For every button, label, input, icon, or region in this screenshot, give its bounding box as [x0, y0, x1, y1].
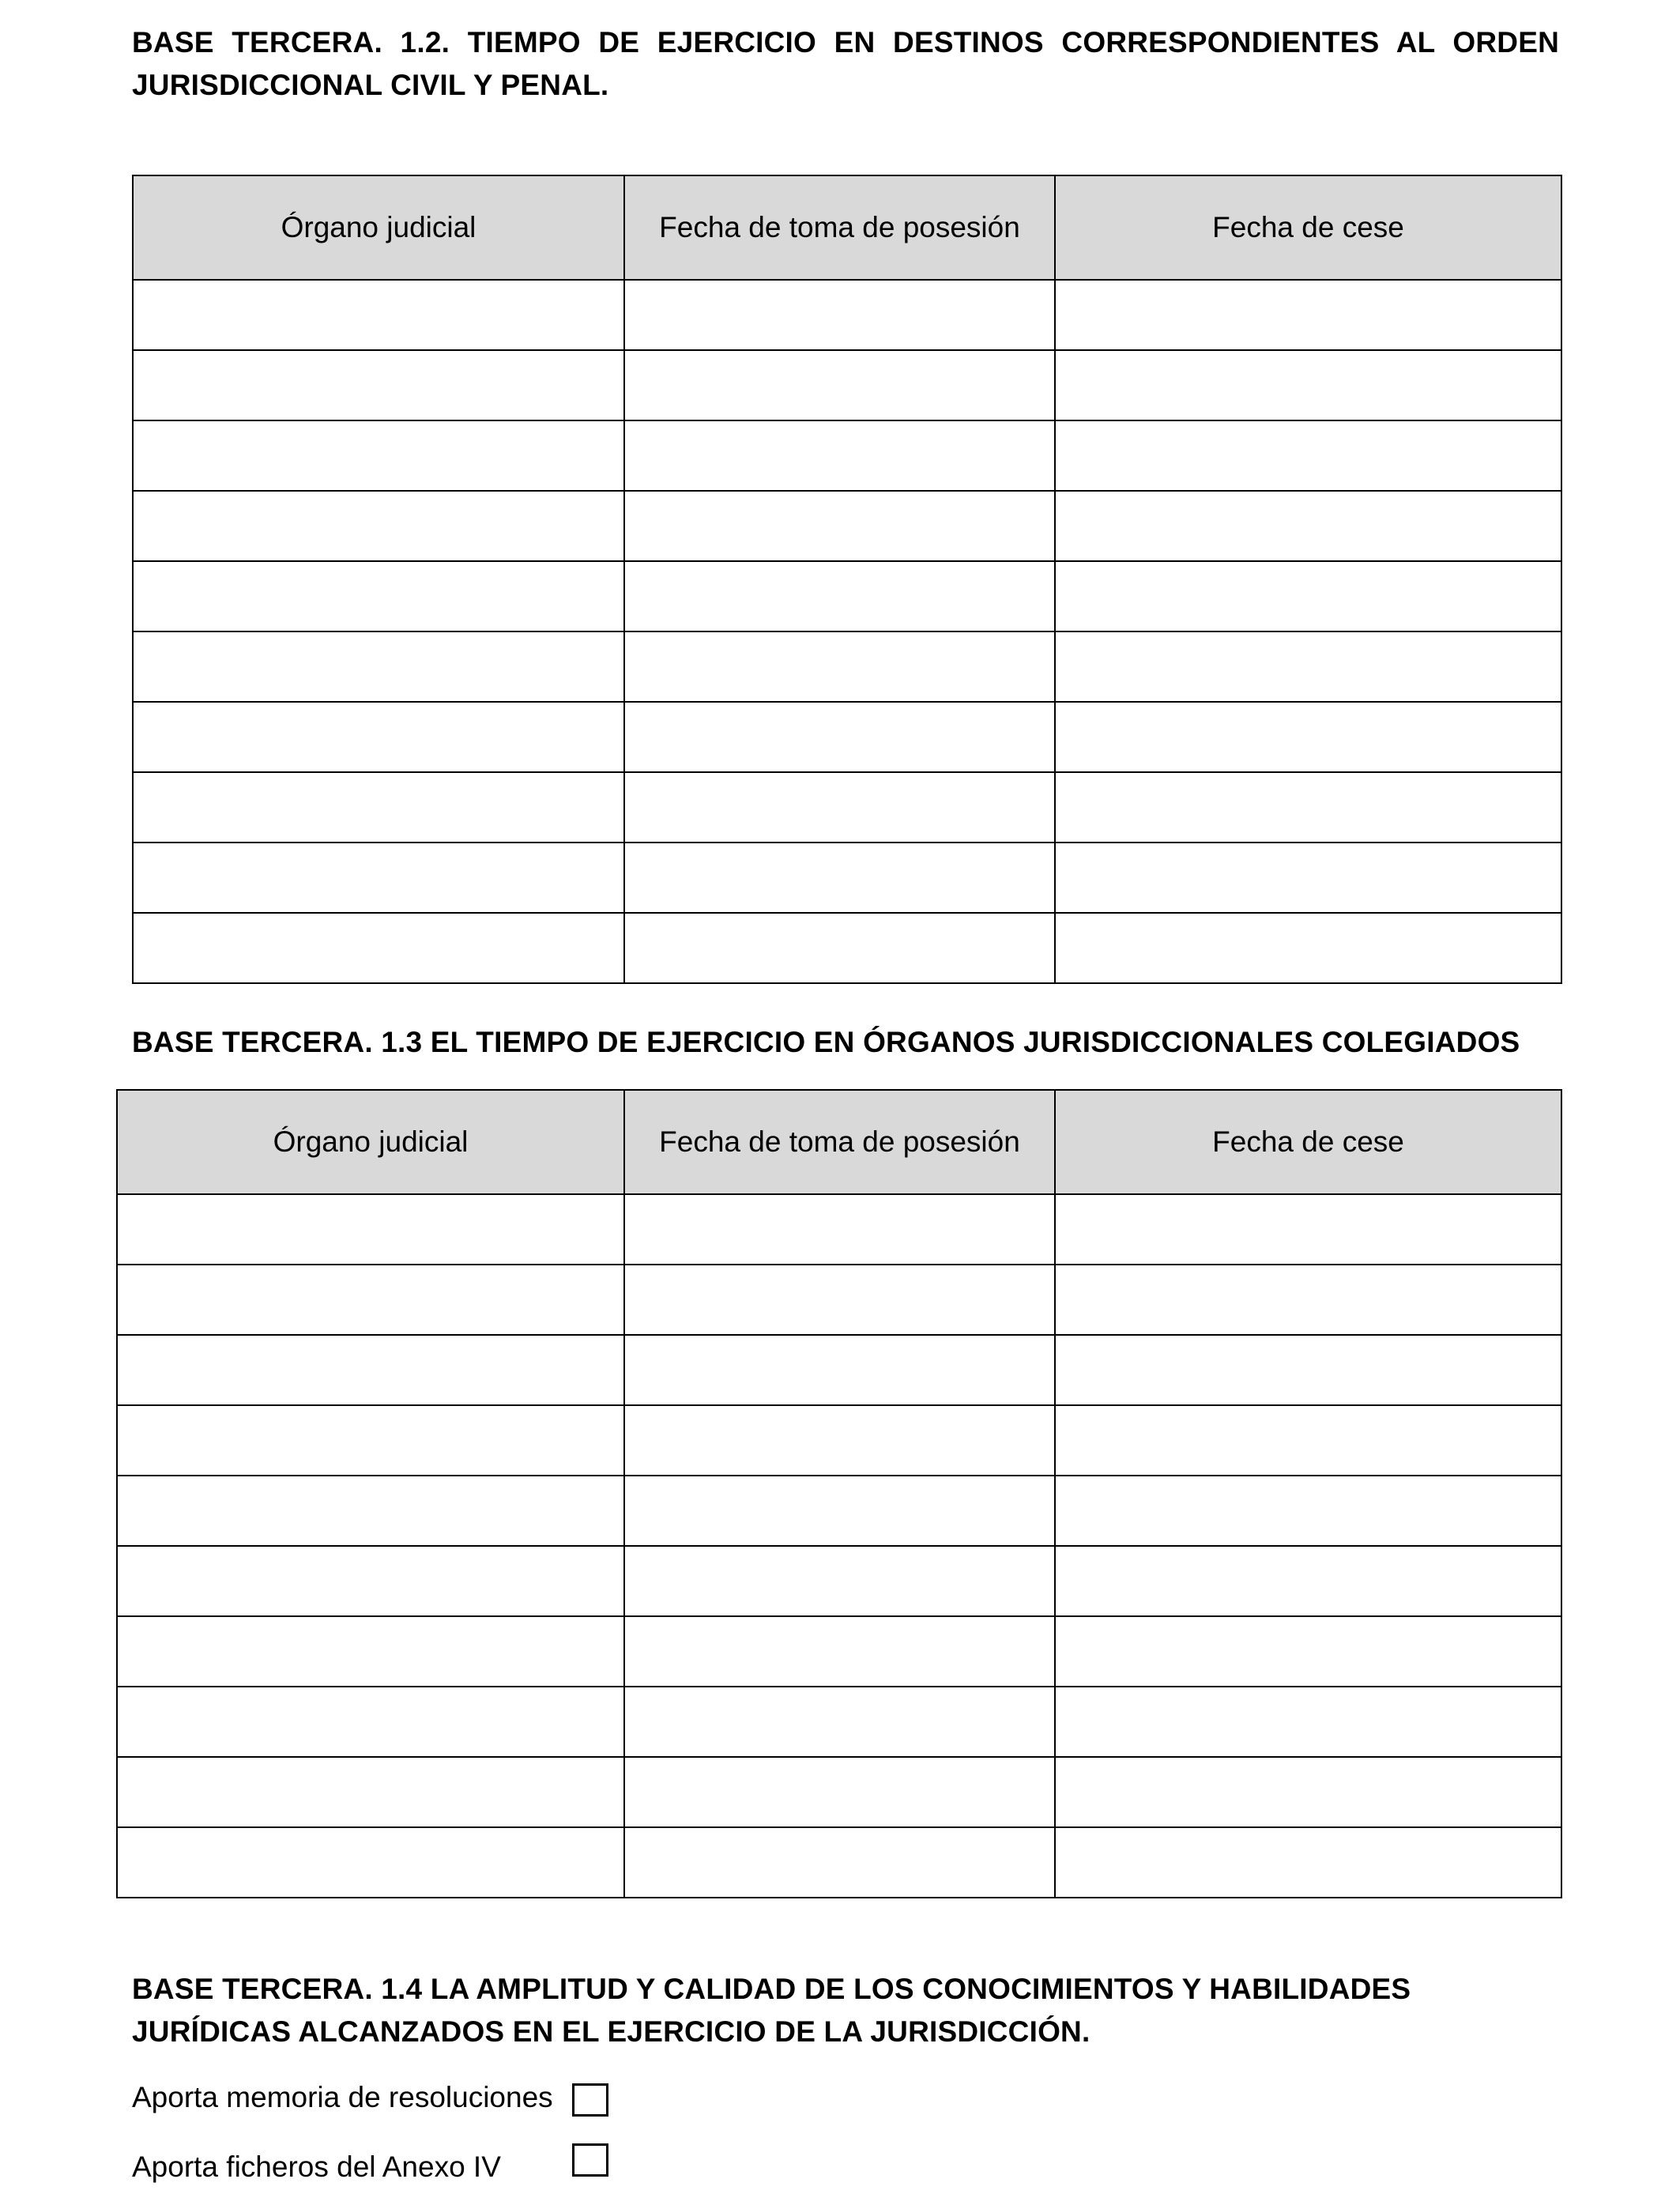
table-row: [117, 1476, 1561, 1546]
fecha-cese-cell[interactable]: [1055, 1476, 1561, 1546]
table-row: [117, 1827, 1561, 1898]
organo-cell[interactable]: [117, 1405, 624, 1476]
fecha-cese-cell[interactable]: [1055, 1265, 1561, 1335]
organo-cell[interactable]: [117, 1265, 624, 1335]
section-1-2-heading: BASE TERCERA. 1.2. TIEMPO DE EJERCICIO EN DESTINOS CORRESPONDIENTES AL ORDEN JURISDICCIONAL CIVIL Y PENAL.: [132, 26, 1559, 101]
fecha-cese-cell[interactable]: [1055, 491, 1561, 561]
organo-cell[interactable]: [117, 1194, 624, 1265]
fecha-toma-cell[interactable]: [624, 772, 1055, 843]
table-row: [117, 1757, 1561, 1827]
fecha-cese-cell[interactable]: [1055, 561, 1561, 631]
fecha-toma-cell[interactable]: [624, 1476, 1055, 1546]
memoria-resoluciones-checkbox[interactable]: [572, 2083, 608, 2117]
table-header-row: [133, 175, 1561, 280]
fecha-toma-cell[interactable]: [624, 1405, 1055, 1476]
column-header-fecha-toma: Fecha de toma de posesión: [624, 175, 1055, 280]
fecha-cese-cell[interactable]: [1055, 280, 1561, 350]
fecha-toma-cell[interactable]: [624, 1687, 1055, 1757]
destinos-civil-penal-table: [132, 175, 1562, 984]
organo-cell[interactable]: [117, 1687, 624, 1757]
fecha-toma-cell[interactable]: [624, 1335, 1055, 1405]
section-1-4-heading: BASE TERCERA. 1.4 LA AMPLITUD Y CALIDAD DE LOS CONOCIMIENTOS Y HABILIDADES JURÍDICAS ALCANZADOS EN EL EJERCICIO DE LA JURISDICCIÓN.: [132, 1973, 1411, 2048]
table-row: [133, 561, 1561, 631]
organo-cell[interactable]: [133, 631, 624, 702]
organo-cell[interactable]: [133, 280, 624, 350]
fecha-cese-cell[interactable]: [1055, 702, 1561, 772]
organo-cell[interactable]: [133, 772, 624, 843]
fecha-toma-cell[interactable]: [624, 420, 1055, 491]
fecha-toma-cell[interactable]: [624, 280, 1055, 350]
fecha-cese-cell[interactable]: [1055, 631, 1561, 702]
memoria-resoluciones-label: Aporta memoria de resoluciones: [132, 2081, 553, 2113]
fecha-cese-cell[interactable]: [1055, 1546, 1561, 1616]
table-row: [133, 420, 1561, 491]
fecha-cese-cell[interactable]: [1055, 1194, 1561, 1265]
organo-cell[interactable]: [133, 702, 624, 772]
fecha-cese-cell[interactable]: [1055, 420, 1561, 491]
column-header-fecha-toma: Fecha de toma de posesión: [624, 1090, 1055, 1194]
fecha-toma-cell[interactable]: [624, 913, 1055, 983]
organo-cell[interactable]: [117, 1546, 624, 1616]
organo-cell[interactable]: [133, 913, 624, 983]
fecha-toma-cell[interactable]: [624, 843, 1055, 913]
organo-cell[interactable]: [117, 1335, 624, 1405]
table-row: [133, 280, 1561, 350]
fecha-toma-cell[interactable]: [624, 702, 1055, 772]
fecha-toma-cell[interactable]: [624, 1265, 1055, 1335]
organo-cell[interactable]: [117, 1827, 624, 1898]
section-1-3-heading: BASE TERCERA. 1.3 EL TIEMPO DE EJERCICIO EN ÓRGANOS JURISDICCIONALES COLEGIADOS: [132, 1026, 1520, 1058]
fecha-toma-cell[interactable]: [624, 1757, 1055, 1827]
table-row: [117, 1687, 1561, 1757]
fecha-cese-cell[interactable]: [1055, 1687, 1561, 1757]
table-row: [117, 1616, 1561, 1687]
column-header-fecha-cese: Fecha de cese: [1055, 1090, 1561, 1194]
fecha-toma-cell[interactable]: [624, 1194, 1055, 1265]
organo-cell[interactable]: [117, 1476, 624, 1546]
table-row: [133, 913, 1561, 983]
column-header-fecha-cese: Fecha de cese: [1055, 175, 1561, 280]
table-row: [133, 631, 1561, 702]
column-header-organo: Órgano judicial: [117, 1090, 624, 1194]
organo-cell[interactable]: [133, 420, 624, 491]
table-row: [133, 772, 1561, 843]
table-row: [117, 1546, 1561, 1616]
fecha-cese-cell[interactable]: [1055, 1335, 1561, 1405]
fecha-cese-cell[interactable]: [1055, 1405, 1561, 1476]
table-row: [133, 843, 1561, 913]
table-row: [133, 491, 1561, 561]
fecha-toma-cell[interactable]: [624, 631, 1055, 702]
ficheros-anexo-iv-checkbox[interactable]: [572, 2143, 608, 2177]
organo-cell[interactable]: [133, 843, 624, 913]
fecha-cese-cell[interactable]: [1055, 1827, 1561, 1898]
table-row: [117, 1405, 1561, 1476]
table-header-row: [117, 1090, 1561, 1194]
table-row: [117, 1265, 1561, 1335]
column-header-organo: Órgano judicial: [133, 175, 624, 280]
fecha-cese-cell[interactable]: [1055, 1757, 1561, 1827]
organo-cell[interactable]: [117, 1757, 624, 1827]
fecha-cese-cell[interactable]: [1055, 843, 1561, 913]
organo-cell[interactable]: [133, 350, 624, 420]
fecha-cese-cell[interactable]: [1055, 1616, 1561, 1687]
organos-colegiados-table: [116, 1089, 1562, 1898]
fecha-toma-cell[interactable]: [624, 350, 1055, 420]
fecha-toma-cell[interactable]: [624, 1546, 1055, 1616]
table-row: [133, 350, 1561, 420]
organo-cell[interactable]: [117, 1616, 624, 1687]
ficheros-anexo-iv-label: Aporta ficheros del Anexo IV: [132, 2151, 501, 2183]
organo-cell[interactable]: [133, 491, 624, 561]
fecha-toma-cell[interactable]: [624, 491, 1055, 561]
fecha-cese-cell[interactable]: [1055, 913, 1561, 983]
table-row: [117, 1335, 1561, 1405]
fecha-toma-cell[interactable]: [624, 1827, 1055, 1898]
fecha-cese-cell[interactable]: [1055, 772, 1561, 843]
organo-cell[interactable]: [133, 561, 624, 631]
table-row: [117, 1194, 1561, 1265]
table-row: [133, 702, 1561, 772]
fecha-toma-cell[interactable]: [624, 561, 1055, 631]
fecha-cese-cell[interactable]: [1055, 350, 1561, 420]
fecha-toma-cell[interactable]: [624, 1616, 1055, 1687]
